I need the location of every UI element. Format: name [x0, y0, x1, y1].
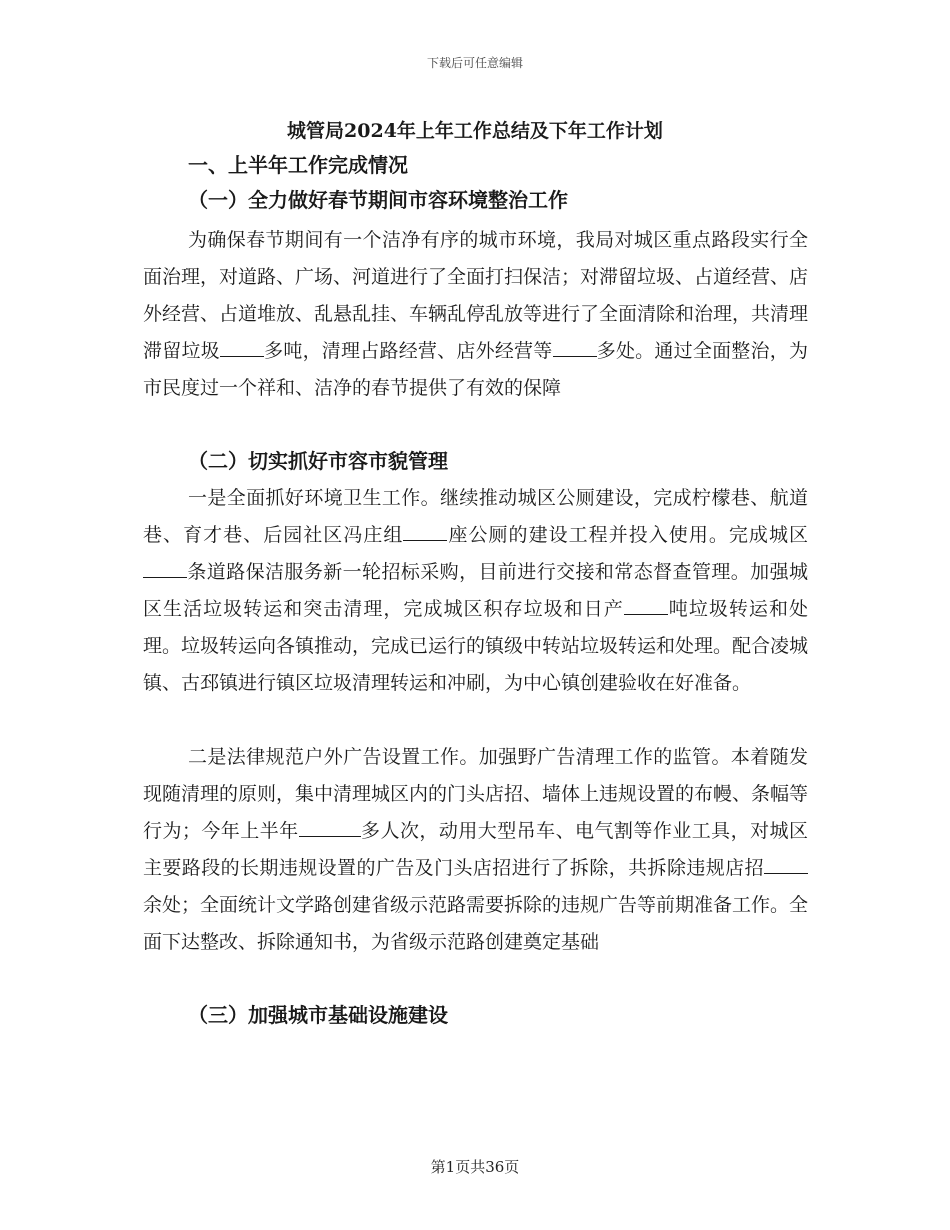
blank-line [220, 337, 264, 357]
blank-line [764, 854, 808, 874]
section-heading-1: 一、上半年工作完成情况 [188, 153, 408, 177]
blank-line [624, 595, 668, 615]
paragraph-spring-festival: 为确保春节期间有一个洁净有序的城市环境，我局对城区重点路段实行全面治理，对道路、广场、河道进行了全面打扫保洁；对滞留垃圾、占道经营、店外经营、占道堆放、乱悬乱挂、车辆乱停乱放等进行了全面清除和治理，共清理滞留垃圾 多吨，清理占路经营、店外经营等 多处。通过全面整治，为市民度过一个祥和、洁净的春节提供了有效的保障 [143, 229, 809, 399]
subsection-heading-3: （三）加强城市基础设施建设 [188, 1003, 448, 1027]
document-title: 城管局2024年上年工作总结及下年工作计划 [287, 120, 663, 142]
page-header: 下载后可任意编辑 [426, 56, 523, 70]
subsection-heading-2: （二）切实抓好市容市貌管理 [188, 449, 448, 473]
blank-line [403, 521, 447, 541]
paragraph-advertising: 二是法律规范户外广告设置工作。加强野广告清理工作的监管。本着随发现随清理的原则，集中清理城区内的门头店招、墙体上违规设置的布幔、条幅等行为；今年上半年 多人次，动用大型吊车、电气割等作业工具，对城区主要路段的长期违规设置的广告及门头店招进行了拆除，共拆除违规店招余处；全面统计文学路创建省级示范路需要拆除的违规广告等前期准备工作。全面下达整改、拆除通知书，为省级示范路创建奠定基础 [143, 746, 809, 953]
page-footer: 第1页共36页 [430, 1158, 520, 1176]
blank-line [299, 817, 361, 837]
blank-line [553, 337, 597, 357]
subsection-heading-1: （一）全力做好春节期间市容环境整治工作 [188, 188, 568, 212]
blank-line [143, 558, 187, 578]
paragraph-sanitation: 一是全面抓好环境卫生工作。继续推动城区公厕建设，完成柠檬巷、航道巷、育才巷、后园社区冯庄组 座公厕的建设工程并投入使用。完成城区条道路保洁服务新一轮招标采购，目前进行交接和常态督查管理。加强城区生活垃圾转运和突击清理，完成城区积存垃圾和日产 吨垃圾转运和处理。垃圾转运向各镇推动，完成已运行的镇级中转站垃圾转运和处理。配合凌城镇、古邳镇进行镇区垃圾清理转运和冲刷，为中心镇创建验收在好准备。 [143, 487, 809, 694]
